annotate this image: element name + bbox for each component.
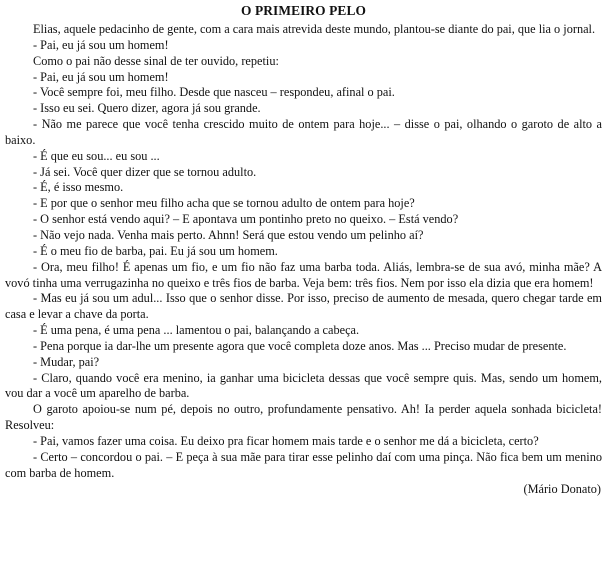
paragraph: - É que eu sou... eu sou ...	[33, 148, 160, 163]
paragraph: - É o meu fio de barba, pai. Eu já sou um homem.	[33, 243, 278, 258]
paragraph: - Isso eu sei. Quero dizer, agora já sou grande.	[33, 101, 261, 116]
paragraph: - Ora, meu filho! É apenas um fio, e um fio não faz uma barba toda. Aliás, lembra-se de sua avó, minha mãe? A vovó tinha uma verrugazinha no queixo e três fios de barba. Veja bem: três fios. Nem por isso ela dizia que era homem!	[5, 259, 602, 290]
paragraph: - Pai, eu já sou um homem!	[33, 69, 169, 84]
paragraph: Como o pai não desse sinal de ter ouvido, repetiu:	[33, 53, 279, 68]
paragraph: - É, é isso mesmo.	[33, 180, 124, 195]
paragraph: - Claro, quando você era menino, ia ganhar uma bicicleta dessas que você sempre quis. Mas, sendo um homem, vou dar a você um aparelho de barba.	[5, 370, 602, 401]
paragraph: - Já sei. Você quer dizer que se tornou adulto.	[33, 164, 257, 179]
paragraph: O garoto apoiou-se num pé, depois no outro, profundamente pensativo. Ah! Ia perder aquela sonhada bicicleta! Resolveu:	[5, 402, 602, 433]
paragraph: - É uma pena, é uma pena ... lamentou o pai, balançando a cabeça.	[33, 323, 360, 338]
paragraph: - Não me parece que você tenha crescido muito de ontem para hoje... – disse o pai, olhando o garoto de alto a baixo.	[5, 117, 602, 147]
paragraph: - Não vejo nada. Venha mais perto. Ahnn! Será que estou vendo um pelinho aí?	[33, 227, 424, 242]
story-body	[5, 22, 602, 481]
paragraph: - E por que o senhor meu filho acha que se tornou adulto de ontem para hoje?	[33, 196, 415, 211]
story-title: O PRIMEIRO PELO	[241, 3, 366, 18]
paragraph: - O senhor está vendo aqui? – E apontava um pontinho preto no queixo. – Está vendo?	[33, 212, 459, 227]
paragraph: - Pai, eu já sou um homem!	[33, 37, 169, 52]
paragraph: - Certo – concordou o pai. – E peça à sua mãe para tirar esse pelinho daí com uma pinça. Não fica bem um menino com barba de homem.	[5, 449, 602, 480]
paragraph: Elias, aquele pedacinho de gente, com a cara mais atrevida deste mundo, plantou-se diante do pai, que lia o jornal.	[33, 22, 596, 36]
author-credit: (Mário Donato)	[523, 482, 601, 497]
paragraph: - Mas eu já sou um adul... Isso que o senhor disse. Por isso, preciso de aumento de mesada, quero chegar tarde em casa e levar a chave da porta.	[5, 291, 602, 322]
paragraph: - Mudar, pai?	[33, 354, 100, 369]
paragraph: - Pai, vamos fazer uma coisa. Eu deixo pra ficar homem mais tarde e o senhor me dá a bicicleta, certo?	[33, 433, 539, 448]
paragraph: - Pena porque ia dar-lhe um presente agora que você completa doze anos. Mas ... Preciso mudar de presente.	[33, 338, 567, 353]
story-page	[5, 2, 602, 498]
paragraph: - Você sempre foi, meu filho. Desde que nasceu – respondeu, afinal o pai.	[33, 85, 395, 100]
